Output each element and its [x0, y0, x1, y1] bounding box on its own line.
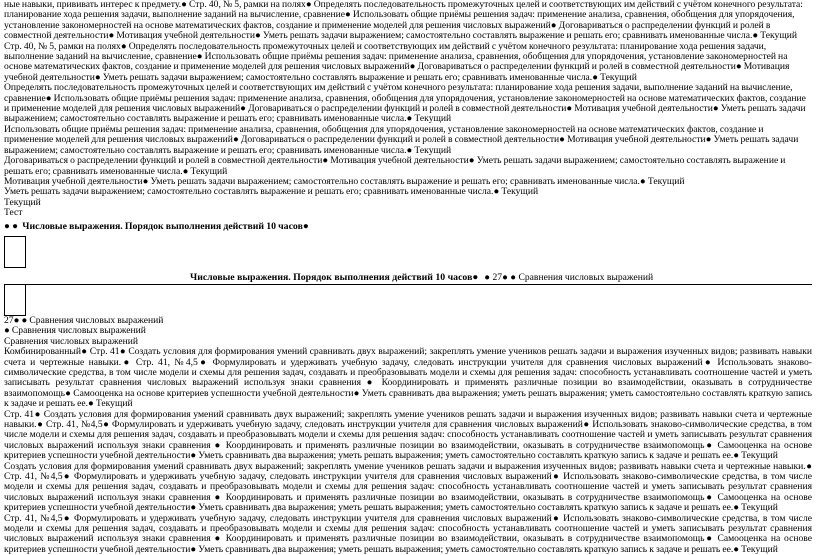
text-block: Текущий	[4, 196, 41, 208]
heading-title: Числовые выражения. Порядок выполнения действий 10 часов●	[22, 220, 309, 232]
text-block: Мотивация учебной деятельности● Уметь решать задачи выражением; самостоятельно составлять выражение и решать его; сравнивать именованные числа.● Текущий	[4, 175, 685, 187]
section-heading-row	[4, 272, 812, 284]
text-block: Стр. 41, №4,5● Формулировать и удерживать учебную задачу, следовать инструкции учителя для сравнения числовых выражений● Использовать знаково-символические средства, в том числе модели и схемы для решения задач, создавать и преобразовывать модели и схемы для решения задач: способность устанавливать соотношение частей и уметь записывать результат сравнения числовых выражений используя знаки сравнения ● Координировать и применять различные позиции во взаимодействии, оказывать в сотрудничестве взаимопомощь● Самооценка на основе критериев успешности учебной деятельности● Уметь сравнивать два выражения; уметь решать выражения; уметь самостоятельно составлять краткую запись к задаче и решать ее.● Текущий	[4, 512, 812, 555]
section-heading	[4, 222, 812, 232]
empty-table-cell	[4, 236, 26, 268]
heading-title: Числовые выражения. Порядок выполнения действий 10 часов●	[190, 271, 479, 283]
text-block: ● Сравнения числовых выражений	[4, 325, 146, 337]
heading-extra: ● 27● ● Сравнения числовых выражений	[484, 271, 654, 283]
text-block: Определять последовательность промежуточных целей и соответствующих им действий с учётом конечного результата: планирование хода решения задачи, выполнение заданий на вычисление, сравнение● Использовать общие приёмы решения задач: применение анализа, сравнения, обобщения для упорядочения, установление закономерностей на основе математических фактов, создание и применение моделей для решения числовых выражений● Договариваться о распределении функций и ролей в совместной деятельности● Мотивация учебной деятельности● Уметь решать задачи выражением; самостоятельно составлять выражение и решать его; сравнивать именованные числа.● Текущий	[4, 82, 806, 125]
empty-table-cell	[4, 285, 26, 316]
text-block: Комбинированный● Стр. 41● Создать условия для формирования умений сравнивать двух выражений; закреплять умение учеников решать задачи и выражения изученных видов; развивать навыки счета и чертежные навыки.● Стр. 41, №4,5● Формулировать и удерживать учебную задачу, следовать инструкции учителя для сравнения числовых выражений● Использовать знаково-символические средства, в том числе модели и схемы для решения задач, создавать и преобразовывать модели и схемы для решения задач: способность устанавливать соотношение частей и уметь записывать результат сравнения числовых выражений используя знаки сравнения ● Координировать и применять различные позиции во взаимодействии, оказывать в сотрудничестве взаимопомощь● Самооценка на основе критериев успешности учебной деятельности● Уметь сравнивать два выражения; уметь решать выражения; уметь самостоятельно составлять краткую запись к задаче и решать ее.● Текущий	[4, 346, 812, 410]
text-block: Использовать общие приёмы решения задач: применение анализа, сравнения, обобщения для упорядочения, установление закономерностей на основе математических фактов, создание и применение моделей для решения числовых выражений● Договариваться о распределении функций и ролей в совместной деятельности● Мотивация учебной деятельности● Уметь решать задачи выражением; самостоятельно составлять выражение и решать его; сравнивать именованные числа.● Текущий	[4, 123, 799, 156]
text-block: Уметь решать задачи выражением; самостоятельно составлять выражение и решать его; сравнивать именованные числа.● Текущий	[4, 186, 539, 198]
text-block: Договариваться о распределении функций и ролей в совместной деятельности● Мотивация учебной деятельности● Уметь решать задачи выражением; самостоятельно составлять выражение и решать его; сравнивать именованные числа.● Текущий	[4, 155, 786, 177]
text-block: ные навыки, прививать интерес к предмету.● Стр. 40, № 5, рамки на полях● Определять последовательность промежуточных целей и соответствующих им действий с учётом конечного результата: планирование хода решения задачи, выполнение заданий на вычисление, сравнение● Использовать общие приёмы решения задач: применение анализа, сравнения, обобщения для упорядочения, установление закономерностей на основе математических фактов, создание и применение моделей для решения числовых выражений● Договариваться о распределении функций и ролей в совместной деятельности● Мотивация учебной деятельности● Уметь решать задачи выражением; самостоятельно составлять выражение и решать его; сравнивать именованные числа.● Текущий	[4, 0, 803, 42]
text-block: Создать условия для формирования умений сравнивать двух выражений; закреплять умение учеников решать задачи и выражения изученных видов; развивать навыки счета и чертежные навыки.● Стр. 41, №4,5● Формулировать и удерживать учебную задачу, следовать инструкции учителя для сравнения числовых выражений● Использовать знаково-символические средства, в том числе модели и схемы для решения задач, создавать и преобразовывать модели и схемы для решения задач: способность устанавливать соотношение частей и уметь записывать результат сравнения числовых выражений используя знаки сравнения ● Координировать и применять различные позиции во взаимодействии, оказывать в сотрудничестве взаимопомощь● Самооценка на основе критериев успешности учебной деятельности● Уметь сравнивать два выражения; уметь решать выражения; уметь самостоятельно составлять краткую запись к задаче и решать ее.● Текущий	[4, 460, 812, 514]
text-block: Стр. 41● Создать условия для формирования умений сравнивать двух выражений; закреплять умение учеников решать задачи и выражения изученных видов; развивать навыки счета и чертежные навыки.● Стр. 41, №4,5● Формулировать и удерживать учебную задачу, следовать инструкции учителя для сравнения числовых выражений● Использовать знаково-символические средства, в том числе модели и схемы для решения задач, создавать и преобразовывать модели и схемы для решения задач: способность устанавливать соотношение частей и уметь записывать результат сравнения числовых выражений используя знаки сравнения ● Координировать и применять различные позиции во взаимодействии, оказывать в сотрудничестве взаимопомощь● Самооценка на основе критериев успешности учебной деятельности● Уметь сравнивать два выражения; уметь решать выражения; уметь самостоятельно составлять краткую запись к задаче и решать ее.● Текущий	[4, 408, 812, 462]
text-block: Сравнения числовых выражений	[4, 335, 139, 347]
text-block: Тест	[4, 207, 23, 219]
text-block: 27● ● Сравнения числовых выражений	[4, 314, 164, 326]
table-rule	[4, 284, 812, 285]
text-block: Стр. 40, № 5, рамки на полях● Определять последовательность промежуточных целей и соответствующих им действий с учётом конечного результата: планирование хода решения задачи, выполнение заданий на вычисление, сравнение● Использовать общие приёмы решения задач: применение анализа, сравнения, обобщения для упорядочения, установление закономерностей на основе математических фактов, создание и применение моделей для решения числовых выражений● Договариваться о распределении функций и ролей в совместной деятельности● Мотивация учебной деятельности● Уметь решать задачи выражением; самостоятельно составлять выражение и решать его; сравнивать именованные числа.● Текущий	[4, 40, 790, 83]
heading-bullets: ● ●	[4, 220, 18, 232]
